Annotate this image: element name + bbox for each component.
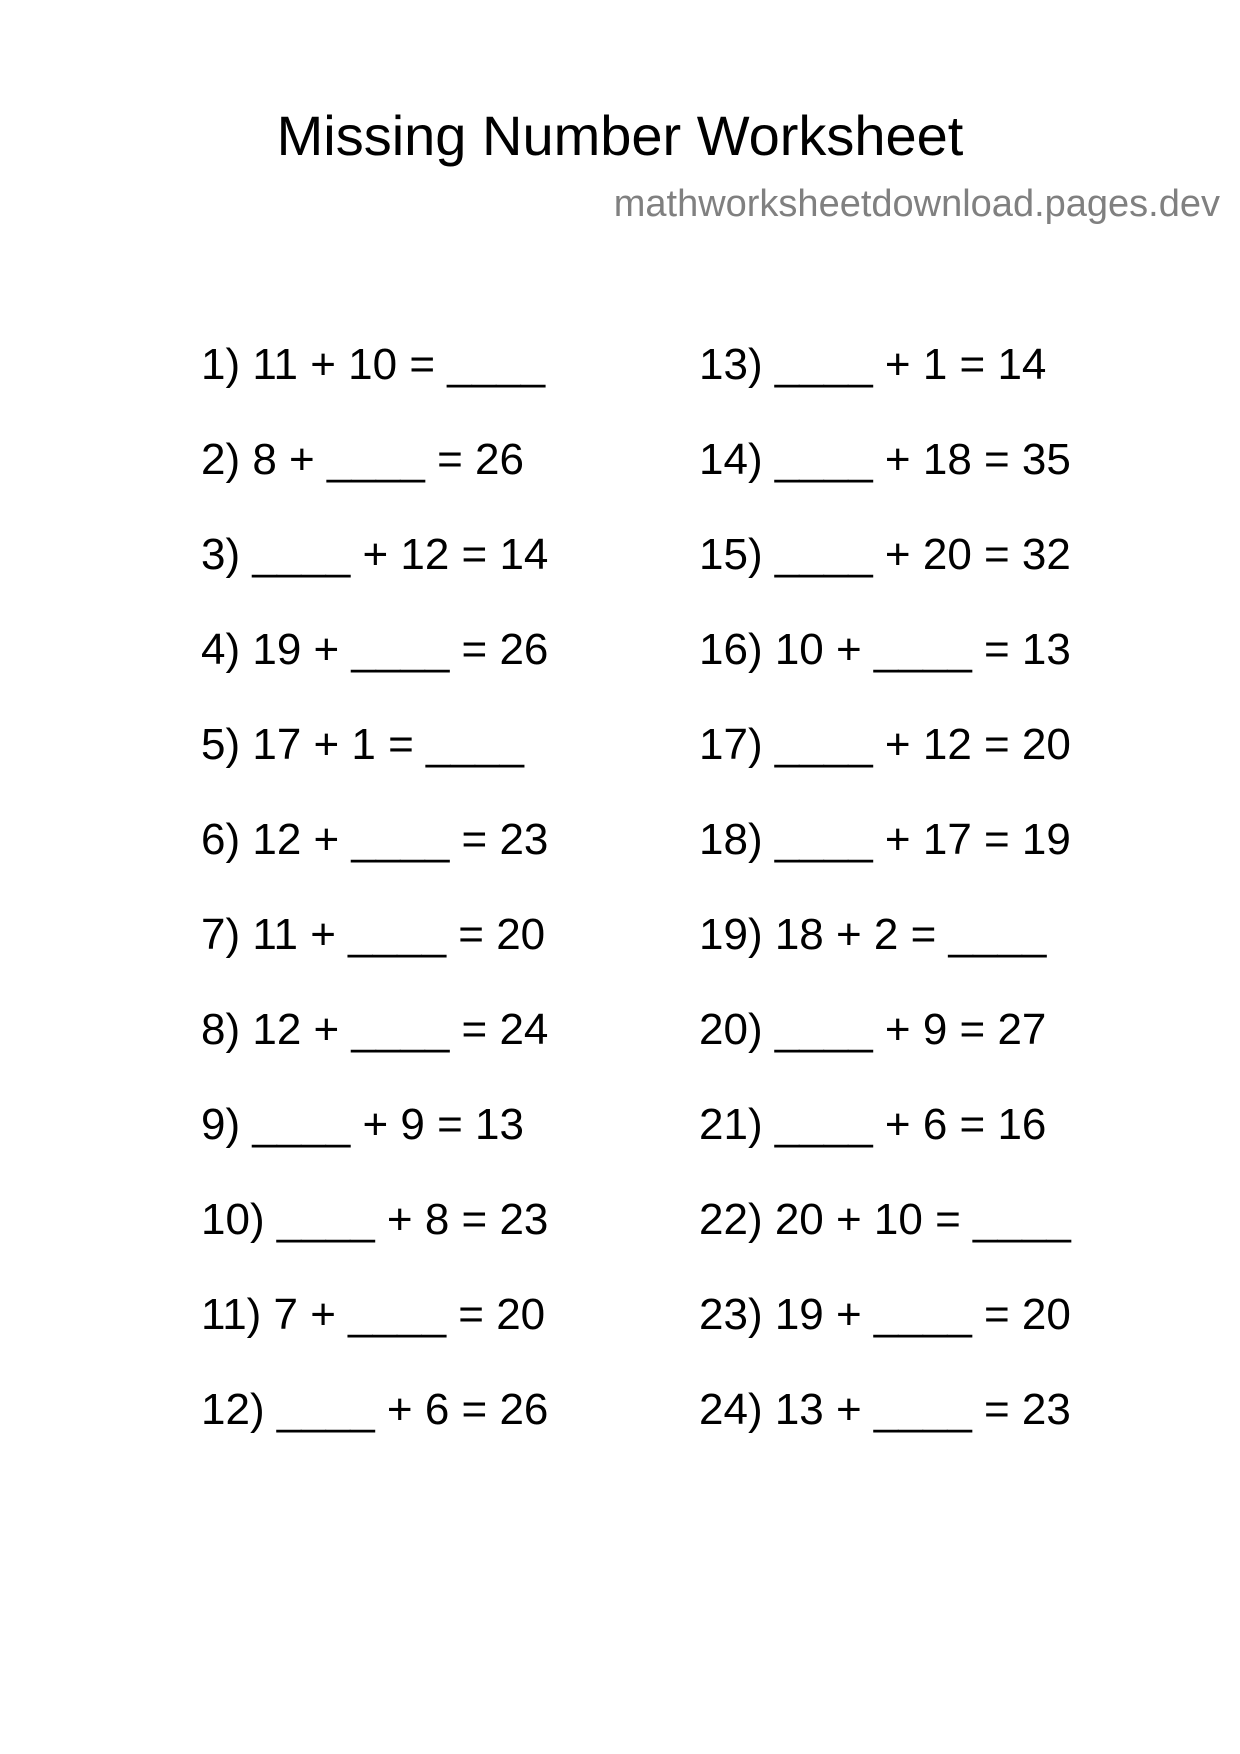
problem-11: 11) 7 + ____ = 20 bbox=[201, 1290, 546, 1339]
problem-2: 2) 8 + ____ = 26 bbox=[201, 435, 524, 484]
problem-6: 6) 12 + ____ = 23 bbox=[201, 815, 549, 864]
problem-24: 24) 13 + ____ = 23 bbox=[699, 1385, 1071, 1434]
problem-20: 20) ____ + 9 = 27 bbox=[699, 1005, 1047, 1054]
problem-3: 3) ____ + 12 = 14 bbox=[201, 530, 549, 579]
problem-17: 17) ____ + 12 = 20 bbox=[699, 720, 1071, 769]
problem-7: 7) 11 + ____ = 20 bbox=[201, 910, 546, 959]
problem-23: 23) 19 + ____ = 20 bbox=[699, 1290, 1071, 1339]
problem-4: 4) 19 + ____ = 26 bbox=[201, 625, 549, 674]
problem-21: 21) ____ + 6 = 16 bbox=[699, 1100, 1047, 1149]
problem-16: 16) 10 + ____ = 13 bbox=[699, 625, 1071, 674]
problem-8: 8) 12 + ____ = 24 bbox=[201, 1005, 549, 1054]
problem-12: 12) ____ + 6 = 26 bbox=[201, 1385, 549, 1434]
problem-14: 14) ____ + 18 = 35 bbox=[699, 435, 1071, 484]
problem-5: 5) 17 + 1 = ____ bbox=[201, 720, 524, 769]
problem-18: 18) ____ + 17 = 19 bbox=[699, 815, 1071, 864]
problem-column-right bbox=[699, 340, 1071, 1480]
problem-10: 10) ____ + 8 = 23 bbox=[201, 1195, 549, 1244]
worksheet-title: Missing Number Worksheet bbox=[276, 104, 964, 167]
problem-15: 15) ____ + 20 = 32 bbox=[699, 530, 1071, 579]
problem-column-left bbox=[201, 340, 548, 1480]
source-url: mathworksheetdownload.pages.dev bbox=[613, 183, 1220, 225]
problem-13: 13) ____ + 1 = 14 bbox=[699, 340, 1047, 389]
problem-1: 1) 11 + 10 = ____ bbox=[201, 340, 546, 389]
problem-19: 19) 18 + 2 = ____ bbox=[699, 910, 1047, 959]
problem-22: 22) 20 + 10 = ____ bbox=[699, 1195, 1071, 1244]
problem-9: 9) ____ + 9 = 13 bbox=[201, 1100, 524, 1149]
